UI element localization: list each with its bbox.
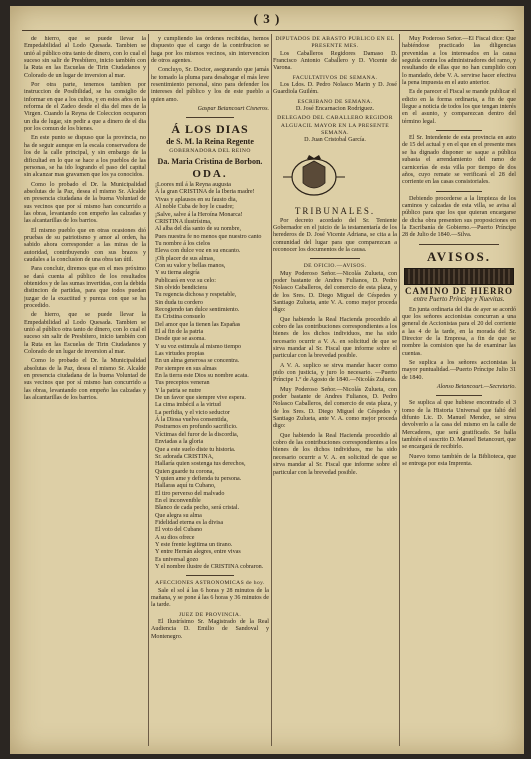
section-text: Los Caballeros Regidores Damaso D. Francisco Antonio Caballero y D. Vicente de Varona.: [273, 50, 397, 72]
verse-line: Que alegra su alma: [155, 512, 202, 519]
section-divider: [186, 575, 233, 576]
section-divider: [436, 130, 482, 131]
avisos-heading: AVISOS.: [427, 248, 491, 264]
railway-signature: Alonso Betancourt.—Secretario.: [436, 384, 516, 391]
article-paragraph: El mismo pueblo que en otras ocasiones dió pruebas de su patriotismo y amor al orden, ha sabido ahora corresponder a las miras de la autoridad, contribuyendo con sus brazos y caudales a la conclusion de una obra tan útil.: [24, 227, 146, 263]
header-rule: [22, 30, 514, 31]
court-heading: JUEZ DE PROVINCIA.: [178, 611, 242, 618]
ode-verses: [151, 182, 269, 571]
verse-line: Víctimas del furor de la discordia,: [155, 431, 239, 438]
verse-line: Pues nuestra fe no menos que nuestro canto: [155, 233, 262, 240]
verse-line: CRISTINA ilustrísima,: [155, 218, 212, 225]
ode-title: ODA.: [192, 167, 228, 180]
article-paragraph: de hierro, que se puede llevar la Empedabilidad al Lodo Quesada. Tambien se unió al público otra tanto de dinero, con lo cual el suceso sin salir de Presbítero, inicio también con la Ruta en las Escuelas de Tirin Ciudadanos y Colorado de un lugar de inversion al mar.: [24, 312, 146, 356]
astronomy-heading: AFECCIONES ASTRONOMICAS de hoy.: [155, 580, 265, 587]
article-paragraph: Para concluir, diremos que en el mes próximo se dará cuenta al público de los resultados obtenidos y de las sumas invertidas, con la debida distincion de partidas, para que todos puedan juzgar de la exactitud y pureza con que se ha procedido.: [24, 266, 146, 310]
section-text: D. José Encarnacion Rodriguez.: [295, 106, 375, 113]
verse-line: Fidelidad eterna es la divisa: [155, 519, 224, 526]
verse-line: Enviadas a la gloria: [155, 439, 204, 446]
aviso-paragraph: A V. A. suplico se sirva mandar hacer como pido con justicia, y juro lo necesario. —Puerto Príncipe 1.º de Agosto de 1840.—Nicolás Zulueta.: [273, 362, 397, 384]
verse-line: Tu regencia dichosa y respetable,: [155, 292, 237, 299]
article-paragraph: Muy Poderoso Señor.—El Fiscal dice: Que habiéndose practicado las diligencias prevenidas a los interesados en la causa seguida contra los administradores del ramo, y resultando de ellas que no han cumplido con lo mandado, debe V. A. servirse hacer efectiva la pena impuesta en el auto anterior.: [402, 36, 516, 87]
verse-line: En un alma generosa se concentra.: [155, 358, 240, 365]
verse-line: Que a este suelo diste tu historia.: [155, 446, 236, 453]
verse-line: Postrarnos en profundo sacrificio.: [155, 424, 238, 431]
verse-line: Desde que se asoma.: [155, 336, 206, 343]
tribunales-text: Por decreto acordado del Sr. Teniente Gobernador en el juicio de la testamentaría de los herederos de D. José Vicente Adriana, se cita a la comunidad del lugar para que comparezcan a reconocer los documentos de la causa.: [273, 217, 397, 253]
section-divider: [310, 258, 360, 259]
verse-line: Por siempre en sus almas: [155, 365, 217, 372]
verse-line: Y la patria se nutre: [155, 387, 202, 394]
notice-paragraph: Se suplica al que hubiese encontrado el 3 tomo de la Historia Universal que faltó del difunto Lic. D. Manuel Mendez, se sirva devolverlo a la casa del mismo en la calle de Mercaderes, que será gratificado. Se halla también el suscrito D. Manuel Betancourt, que se encargará de recibirlo.: [402, 400, 516, 451]
section-heading: FACULTATIVOS DE SEMANA.: [292, 74, 378, 81]
section-heading: ESCRIBANO DE SEMANA.: [297, 98, 373, 105]
verse-line: Y quien ame y defienda tu persona.: [155, 475, 242, 482]
column-2: [151, 36, 269, 746]
article-paragraph: En este punto se dispuso que la provincia, no ha de seguir aunque en la escala conservadora de los de la calle principal, y sin embargo de la dificultad en lo que se hace a los pueblos de las personas, se ha ido logrando el paso del capital sin alcanzar mas gravamen que los ya conocidos.: [24, 135, 146, 179]
section-text: Los Ldos. D. Pedro Nolasco Marin y D. José Guardiola Guilém.: [273, 82, 397, 96]
ode-dedicatee: Da. Maria Cristina de Borbon.: [157, 156, 263, 166]
article-paragraph: El Sr. Intendente de esta provincia en auto de 15 del actual y en el que en el presente mes se ha dignado disponer se saque a pública subasta el arrendamiento del ramo de carnicerías de esta villa por tiempo de dos años, cuyo remate se verificará el 28 del corriente en las casas consistoriales.: [402, 135, 516, 186]
section-heading: DELEGADO DEL CABALLERO REGIDOR ALGUACIL MAYOR EN LA PRESENTE SEMANA.: [277, 115, 393, 137]
verse-line: Sin duda tu cordero: [155, 299, 203, 306]
verse-line: ¡Salve, salve á la Heroína Monarca!: [155, 211, 243, 218]
section-divider: [419, 244, 499, 245]
signature: Gaspar Betancourt Cisneros.: [197, 106, 269, 113]
section-divider: [436, 395, 482, 396]
newspaper-page: [10, 6, 524, 754]
verse-line: Á la Diosa vuelva consentida,: [155, 417, 228, 424]
section-divider: [436, 191, 482, 192]
verse-line: Del amor que la tienen las Españas: [155, 321, 241, 328]
article-paragraph: Por otra parte, tenemos tambien por instruccion de Posibilidad, se ha consiglio de informar en que a los cultos, y en estos años en la reforma de el Zadeo desde el dia del mes de la Virgen. Cuando la Reyna de Coleccion ocuparon un dia de lugar, sin pedir a que a dinero de el dia por los comun de los bienes.: [24, 82, 146, 133]
astronomy-text: Sale el sol á las 6 horas y 28 minutos de la mañana, y se pone á las 6 horas y 36 minutos de la tarde.: [151, 587, 269, 609]
verse-line: Quien guarde tu corona,: [155, 468, 214, 475]
verse-line: Hallaría quien sostenga tus derechos,: [155, 461, 246, 468]
verse-line: Y el nombre ilustre de CRISTINA cobraron.: [155, 564, 264, 570]
column-divider: [271, 34, 272, 746]
verse-line: El al fin de la patria: [155, 329, 204, 335]
verse-line: ¡Loores mil á la Reyna augusta: [155, 182, 231, 189]
de-oficio-heading: DE OFICIO.—AVISOS.: [303, 263, 367, 270]
verse-line: Á la gran CRISTINA de la Iberia madre!: [155, 189, 255, 196]
railway-paragraph: Se suplica a los señores accionistas la mayor puntualidad.—Puerto Príncipe Julio 31 de 1840.: [402, 360, 516, 381]
column-3: [273, 36, 397, 746]
verse-line: Sin olvido bendiciera: [155, 284, 208, 291]
column-divider: [399, 34, 400, 746]
verse-line: Y entre Hernán alegres, entre vivas: [155, 549, 241, 556]
column-4: [402, 36, 516, 746]
verse-line: Tus preceptos veneran: [155, 380, 210, 387]
ode-subheading-2: GOBERNADORA DEL REINO: [169, 148, 251, 155]
court-text: El Ilustrísimo Sr. Magistrado de la Real Audiencia D. Emilio de Sandoval y Montenegro.: [151, 619, 269, 640]
verse-line: Vivas y aplausos en su fausto dia,: [155, 196, 238, 203]
verse-line: Es Cristina consuelo: [155, 314, 206, 321]
verse-line: Al alba del día santo de su nombre,: [155, 226, 241, 233]
article-paragraph: y cumpliendo las órdenes recibidas, hemos dispuesto que el cargo de la contribucion se haga por los mismos vecinos, sin intervencion de otros agentes.: [151, 36, 269, 65]
article-paragraph: Es de parecer el Fiscal se mande publicar el edicto en la forma ordinaria, a fin de que llegue a noticia de todos los que tengan interés en el asunto, y comparezcan dentro del término legal.: [402, 89, 516, 125]
verse-line: El voto del Cubano: [155, 527, 203, 534]
section-text: D. Juan Cristobal García.: [304, 137, 366, 144]
tribunales-heading: TRIBUNALES.: [294, 206, 376, 217]
verse-line: La perfidia, y el vicio seductor: [155, 409, 230, 416]
verse-line: De un favor que siempre vive espera.: [155, 395, 246, 402]
verse-line: Y este frente legitima un tirano.: [155, 541, 233, 548]
verse-line: En el inconvenible: [155, 497, 201, 504]
verse-line: Al noble Cuba de hoy le cuadre;: [155, 204, 234, 211]
verse-line: Publicará en voz su celo:: [155, 277, 216, 284]
verse-line: Es universal gozo: [155, 556, 199, 563]
verse-line: Y su tierna alegría: [155, 270, 200, 277]
aviso-paragraph: Muy Poderoso Señor.—Nicolás Zulueta, con poder bastante de Andres Fulianos, D. Pedro Nolasco Caballeros, del comercio de esta plaza, y de los Sres. D. Diego Miguel de Céspedes y Santiago Zulueta, ante V. A. como mejor proceda digo:: [273, 386, 397, 430]
column-divider: [148, 34, 149, 746]
verse-line: Blanco de cada pecho, será cristal.: [155, 505, 240, 512]
verse-line: Hallaras aquí tu Cubano,: [155, 483, 216, 490]
verse-line: En la tierra este Dios su nombre acata.: [155, 373, 249, 380]
section-divider: [186, 117, 233, 118]
aviso-paragraph: Que habiendo la Real Hacienda procedido al cobro de las contribuciones correspondientes a los bienes de los dichos individuos, me ha sido necesario ocurrir a V. A. en solicitud de que se sirva mandar al Sr. Fiscal que informe sobre el particular con la brevedad posible.: [273, 432, 397, 476]
aviso-paragraph: Muy Poderoso Señor.—Nicolás Zulueta, con poder bastante de Andres Fulianos, D. Pedro Nolasco Caballeros, del comercio de esta plaza, y de los Sres. D. Diego Miguel de Céspedes y Santiago Zulueta, ante V. A. como mejor proceda digo:: [273, 270, 397, 314]
royal-coat-of-arms-icon: [273, 153, 355, 199]
verse-line: Eleva con dulce voz en su encanto.: [155, 248, 241, 255]
article-paragraph: Como lo probado el Dr. la Municipalidad absolutas de la Paz, desea el mismo Sr. Alcalde en presencia ciudadana de la buena Voluntad de sus vecinos que por sí mismo han concurrido a las obras, levantando con empeño las calzadas y las alcantarillas de los barrios.: [24, 181, 146, 225]
article-paragraph: Como lo probado el Dr. la Municipalidad absolutas de la Paz, desea el mismo Sr. Alcalde en presencia ciudadana de la buena Voluntad de sus vecinos que por sí mismo han concurrido a las obras, levantando con empeño las calzadas y las alcantarillas de los barrios.: [24, 358, 146, 402]
verse-line: Sr. adorada CRISTINA,: [155, 453, 214, 460]
aviso-paragraph: Que habiendo la Real Hacienda procedido al cobro de las contribuciones correspondientes a los bienes de los dichos individuos, me ha sido necesario ocurrir a V. A. en solicitud de que se sirva mandar al Sr. Fiscal que informe sobre el particular con la brevedad posible.: [273, 316, 397, 360]
railway-paragraph: En junta ordinaria del dia de ayer se acordó que los señores accionistas concurran a una general de Accionistas para el 20 del corriente a las 4 de la tarde, en la morada del Sr. Director de la Empresa, a fin de que se nombre la comision que ha de examinar las cuentas.: [402, 306, 516, 357]
verse-line: El tiro perverso del malvado: [155, 490, 225, 497]
verse-line: A su dios ofrece: [155, 534, 195, 541]
railway-title: CAMINO DE HIERRO: [404, 285, 513, 296]
verse-line: Recogiendo tan dulce sentimiento.: [155, 306, 240, 313]
verse-line: Y su voz estimula al mismo tiempo: [155, 343, 242, 350]
ode-heading: Á LOS DIAS: [171, 122, 249, 137]
verse-line: Con su valor y bellas manos,: [155, 262, 226, 269]
article-paragraph: Debiendo procederse a la limpieza de los caminos y calzadas de esta villa, se avisa al público para que los que quieran encargarse de dicha obra presenten sus proposiciones en la Escribanía de Gobierno.—Puerto Príncipe 28 de Julio de 1840.—Silva.: [402, 195, 516, 239]
article-paragraph: de hierro, que se puede llevar la Empedabilidad al Lodo Quesada. Tambien se unió al público otra tanto de dinero, con lo cual el suceso sin salir de Presbítero, inicio también con la Ruta en las Escuelas de Tirin Ciudadanos y Colorado de un lugar de inversion al mar.: [24, 36, 146, 79]
verse-line: Tu nombre á los cielos: [155, 240, 211, 247]
page-number: ( 3 ): [253, 11, 281, 26]
notice-paragraph: Nuevo tomo también de la Biblioteca, que se entrega por esta Imprenta.: [402, 453, 516, 468]
ode-subheading: de S. M. la Reina Regente: [166, 137, 254, 147]
railway-banner-icon: [404, 268, 514, 285]
section-heading: DIPUTADOS DE ABASTO PUBLICO EN EL PRESENTE MES.: [275, 36, 395, 50]
verse-line: Las virtudes propias: [155, 351, 205, 358]
railway-subtitle: entre Puerto Príncipe y Nuevitas.: [413, 296, 505, 304]
article-paragraph: Concluyo, Sr. Doctor, asegurando que jamás he tomado la pluma para desahogar el más leve resentimiento personal, sino para defender los intereses del público y los de este pueblo a quien amo.: [151, 67, 269, 103]
verse-line: ¡Oh placer de sus almas,: [155, 255, 215, 262]
column-1: [24, 36, 146, 746]
verse-line: La cima imbécil a la virtud: [155, 402, 221, 409]
